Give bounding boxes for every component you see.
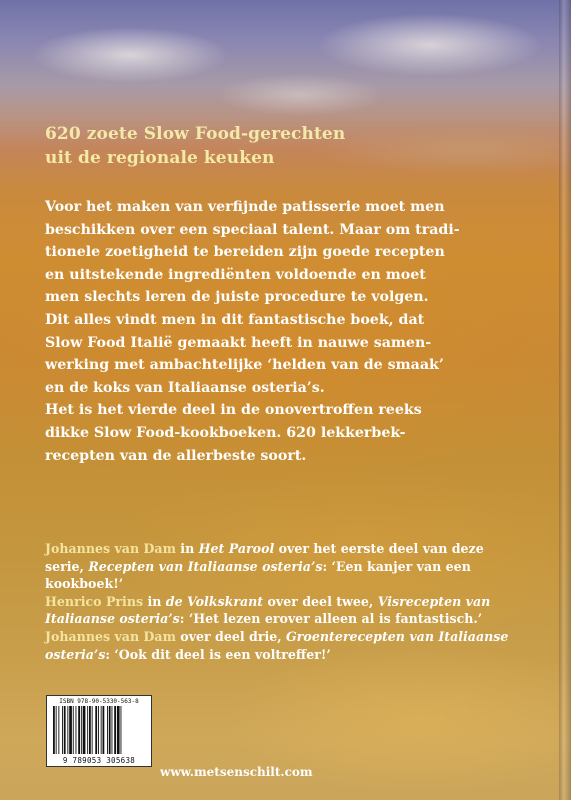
barcode-bar: [107, 706, 108, 754]
barcode-number: 9 789053 305638: [62, 756, 136, 765]
barcode-bar: [53, 706, 55, 754]
headline-line-1: 620 zoete Slow Food-gerechten: [45, 124, 346, 144]
barcode-bar: [56, 706, 57, 754]
quote-author: Henrico Prins: [45, 593, 144, 609]
barcode-bar: [81, 706, 82, 754]
barcode-bar: [76, 706, 77, 754]
headline-line-2: uit de regionale keuken: [45, 148, 275, 168]
barcode-bar: [87, 706, 88, 754]
barcode-bar: [114, 706, 116, 754]
quote-book-title: Recepten van Italiaanse osteria’s: [88, 558, 323, 574]
spine-edge: [559, 0, 571, 800]
review-quote-2: Henrico Prins in de Volkskrant over deel twee, Visrecepten van Italiaanse osteria’s: ‘Het lezen erover alleen al is fantastisch.’: [45, 593, 491, 627]
review-quote-3: Johannes van Dam over deel drie, Groenterecepten van Italiaanse osteria’s: ‘Ook dit deel is een voltreffer!’: [45, 628, 509, 662]
barcode-bar: [103, 706, 105, 754]
barcode-bars: [53, 706, 145, 754]
quote-publication: de Volkskrant: [165, 593, 264, 609]
isbn-barcode: [46, 695, 152, 767]
barcode-bar: [89, 706, 91, 754]
barcode-bar: [121, 706, 122, 754]
barcode-bar: [109, 706, 111, 754]
barcode-bar: [69, 706, 72, 754]
barcode-bar: [67, 706, 68, 754]
barcode-bar: [112, 706, 113, 754]
review-quote-1: Johannes van Dam in Het Parool over het eerste deel van deze serie, Recepten van Italiaanse osteria’s: ‘Een kanjer van een kookboek!’: [45, 541, 484, 592]
quote-book-title: Groenterecepten van Italiaanse osteria’s: [45, 628, 509, 662]
publisher-website: www.metsenschilt.com: [160, 765, 313, 779]
barcode-bar: [73, 706, 74, 754]
headline: [45, 122, 515, 170]
barcode-bar: [83, 706, 86, 754]
quote-publication: Het Parool: [198, 541, 275, 556]
isbn-label: ISBN 978-90-5330-563-8: [59, 698, 139, 705]
barcode-bar: [78, 706, 80, 754]
barcode-bar: [117, 706, 120, 754]
review-quotes: [45, 540, 515, 663]
blurb-text: Voor het maken van verfijnde patisserie moet men beschikken over een speciaal talent. Maar om tradi- tionele zoetigheid te bereiden zijn goede recepten en uitstekende ingrediënten voldoende en moet men slechts leren de juiste procedure te volgen. Dit alles vindt men in dit fantastische boek, dat Slow Food Italië gemaakt heeft in nauwe samen- werking met ambachtelijke ‘helden van de smaak’ en de koks van Italiaanse osteria’s. Het is het vierde deel in de onovertroffen reeks dikke Slow Food-kookboeken. 620 lekkerbek- recepten van de allerbeste soort.: [45, 199, 460, 464]
barcode-bar: [95, 706, 97, 754]
barcode-bar: [58, 706, 59, 754]
barcode-bar: [101, 706, 102, 754]
quote-author: Johannes van Dam: [45, 541, 176, 556]
barcode-bar: [62, 706, 63, 754]
barcode-bar: [64, 706, 66, 754]
barcode-bar: [92, 706, 93, 754]
quote-author: Johannes van Dam: [45, 628, 176, 644]
barcode-bar: [98, 706, 99, 754]
quote-book-title: Visrecepten van Italiaanse osteria’s: [45, 593, 491, 627]
